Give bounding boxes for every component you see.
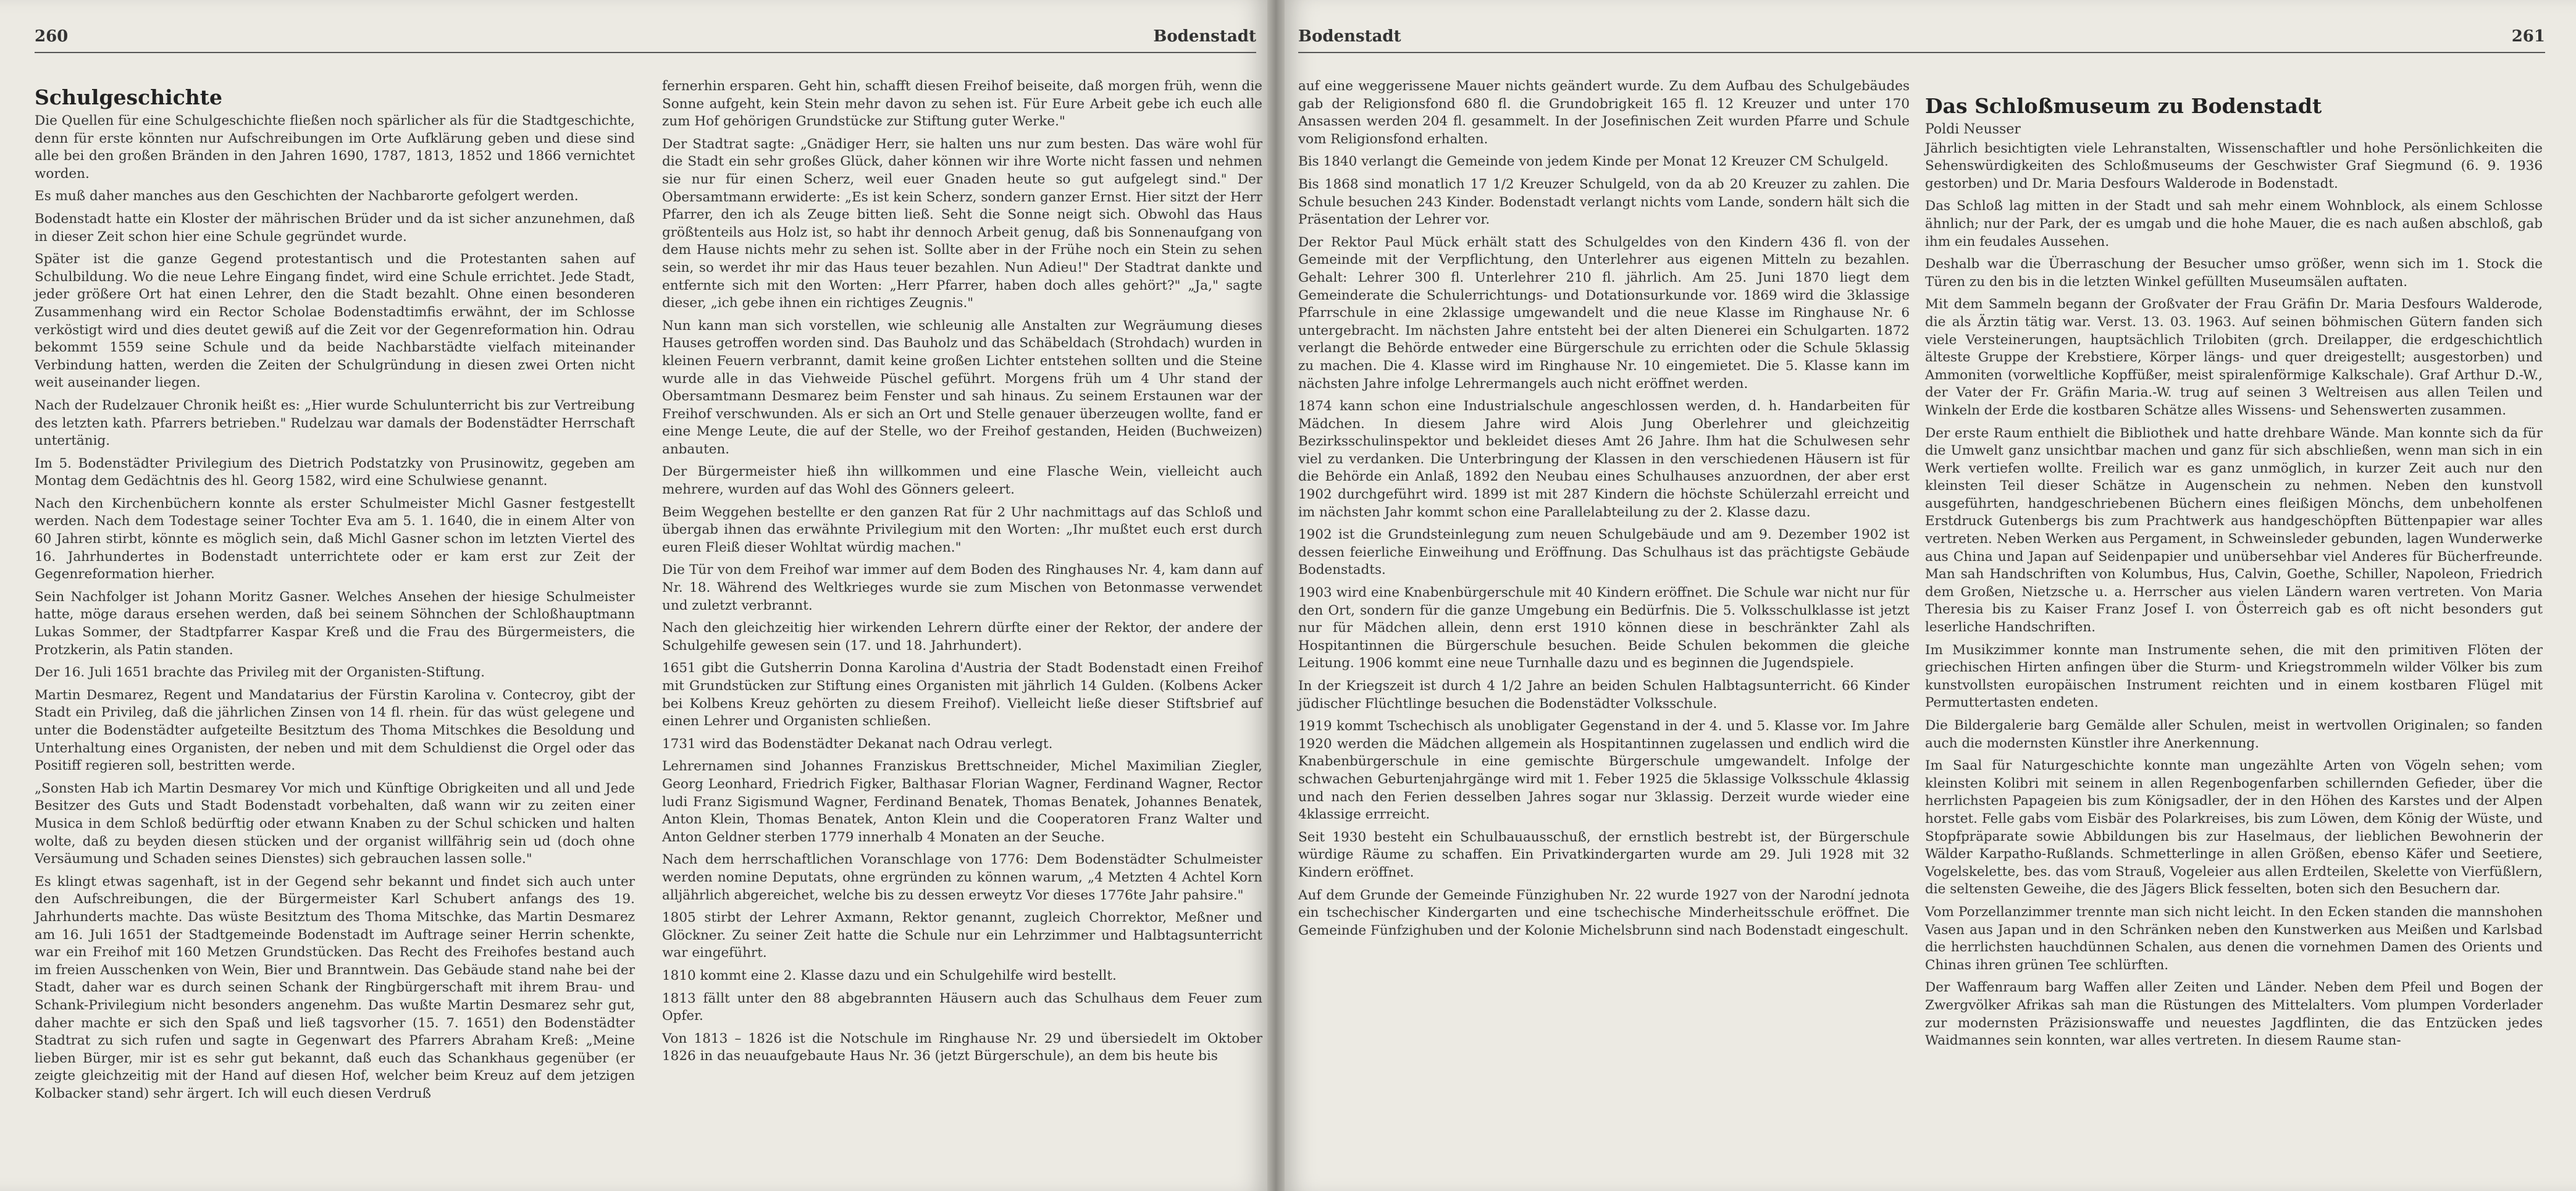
paragraph: Der Rektor Paul Mück erhält statt des Schulgeldes von den Kindern 436 fl. von der Gemeinde mit der Verpflichtung, den Unterlehrer aus eigenen Mitteln zu bezahlen. Gehalt: Lehrer 300 fl. Unterlehrer 210 fl. jährlich. Am 25. Juni 1870 liegt dem Gemeinderate die Schulerrichtungs- und Dotationsurkunde vor. 1869 wird die 3klassige Pfarrschule in eine 2klassige umgewandelt und die neue Klasse im Ringhause Nr. 6 untergebracht. Im nächsten Jahre entsteht bei der alten Dienerei ein Schulgarten. 1872 verlangt die Behörde entweder eine Bürgerschule zu errichten oder die Schule 5klassig zu machen. Die 4. Klasse wird im Ringhause Nr. 10 eingemietet. Die 5. Klasse kann im nächsten Jahre infolge Lehrermangels auch nicht eröffnet werden. — [1298, 234, 1910, 392]
section-heading: Schulgeschichte — [35, 85, 223, 109]
paragraph: Der 16. Juli 1651 brachte das Privileg mit der Organisten-Stiftung. — [35, 665, 485, 681]
paragraph: Es muß daher manches aus den Geschichten der Nachbarorte gefolgert werden. — [35, 188, 579, 204]
left-page-column-2 — [662, 78, 1262, 1071]
paragraph: auf eine weggerissene Mauer nichts geändert wurde. Zu dem Aufbau des Schulgebäudes gab der Religionsfond 680 fl. die Grundobrigkeit 165 fl. 12 Kreuzer und unter 170 Ansassen werden 204 fl. gesammelt. In der Josefinischen Zeit wurden Pfarre und Schule vom Religionsfond erhalten. — [1298, 78, 1910, 147]
right-page-column-1 — [1298, 78, 1910, 945]
paragraph: Die Bildergalerie barg Gemälde aller Schulen, meist in wertvollen Originalen; so fanden auch die modernsten Künstler ihre Anerkennung. — [1925, 718, 2543, 751]
header-rule — [35, 52, 1256, 53]
book-gutter — [1267, 0, 1285, 1191]
article-heading: Das Schloßmuseum zu Bodenstadt — [1925, 94, 2322, 118]
paragraph: Auf dem Grunde der Gemeinde Fünzighuben Nr. 22 wurde 1927 von der Narodní jednota ein tschechischer Kindergarten und eine tschechische Minderheitsschule eröffnet. Die Gemeinde Fünfzighuben und der Kolonie Michelsbrunn sind nach Bodenstadt eingeschult. — [1298, 887, 1910, 938]
paragraph: Die Quellen für eine Schulgeschichte fließen noch spärlicher als für die Stadtgeschichte, denn für erste könnten nur Aufschreibungen im Orte Aufklärung geben und diese sind alle bei den großen Bränden in den Jahren 1690, 1787, 1813, 1852 und 1866 vernichtet worden. — [35, 113, 635, 182]
right-page-column-2 — [1925, 86, 2543, 1055]
paragraph: Der Stadtrat sagte: „Gnädiger Herr, sie halten uns nur zum besten. Das wäre wohl für die Stadt ein sehr großes Glück, daher können wir ihre Worte nicht fassen und nehmen sie nur für einen Scherz, weil euer Gnaden heute so gut aufgelegt sind." Der Obersamtmann erwiderte: „Es ist kein Scherz, sondern ganzer Ernst. Hier sitzt der Herr Pfarrer, den ich als Zeuge bitten ließ. Seht die Sonne neigt sich. Obwohl das Haus größtenteils aus Holz ist, so habt ihr dennoch Arbeit genug, daß bis Sonnenaufgang von dem Hause nichts mehr zu sehen ist. Sollte aber in der Frühe noch ein Stein zu sehen sein, so werdet ihr mir das Haus teuer bezahlen. Nun Adieu!" Der Stadtrat dankte und entfernte sich mit den Worten: „Herr Pfarrer, haben doch alles gehört?" „Ja," sagte dieser, „ich gebe ihnen ein richtiges Zeugnis." — [662, 136, 1262, 311]
paragraph: „Sonsten Hab ich Martin Desmarey Vor mich und Künftige Obrigkeiten und all und Jede Besitzer des Guts und Stadt Bodenstadt vorbehalten, daß wann wir zu zeiten einer Musica in dem Schloß bedürftig oder etwann Knaben zu der Schul schicken und halten wolte, daß zu beyden diesen stücken und der organist willfährig sein ud (doch ohne Versäumung und Schaden seines Dienstes) sich gebrauchen lassen solle." — [35, 780, 635, 867]
paragraph: Bis 1840 verlangt die Gemeinde von jedem Kinde per Monat 12 Kreuzer CM Schulgeld. — [1298, 154, 1889, 170]
paragraph: Deshalb war die Überraschung der Besucher umso größer, wenn sich im 1. Stock die Türen zu den bis in die letzten Winkel gefüllten Museumsälen auftaten. — [1925, 256, 2543, 290]
paragraph: Es klingt etwas sagenhaft, ist in der Gegend sehr bekannt und findet sich auch unter den Aufschreibungen, die der Bürgermeister Karl Schubert anfangs des 19. Jahrhunderts machte. Das wüste Besitztum des Thoma Mitschke, das Martin Desmarez am 16. Juli 1651 der Stadtgemeinde Bodenstadt im Auftrage seiner Herrin schenkte, war ein Freihof mit 160 Metzen Grundstücken. Das Recht des Freihofes bestand auch im freien Ausschenken von Wein, Bier und Branntwein. Das Gebäude stand nahe bei der Stadt, daher war es durch seinen Schank der Ringbürgerschaft mit ihrem Brau- und Schank-Privilegium nicht besonders angenehm. Das wußte Martin Desmarez sehr gut, daher machte er sich den Spaß und ließ tagsvorher (15. 7. 1651) den Bodenstädter Stadtrat zu sich rufen und sagte in Gegenwart des Pfarrers Abraham Kreß: „Meine lieben Bürger, mir ist es sehr gut bekannt, daß euch das Schankhaus gegenüber (er zeigte gleichzeitig mit der Hand auf diesen Hof, welcher beim Kreuz auf dem jetzigen Kolbacker stand) sehr ärgert. Ich will euch diesen Verdruß — [35, 873, 635, 1101]
paragraph: 1651 gibt die Gutsherrin Donna Karolina d'Austria der Stadt Bodenstadt einen Freihof mit Grundstücken zur Stiftung eines Organisten mit jährlich 14 Gulden. (Kolbens Acker bei Kolbens Kreuz gehörten zu diesem Freihof). Vielleicht ließe dieser Stiftsbrief auf einen Lehrer und Organisten schließen. — [662, 660, 1262, 730]
paragraph: fernerhin ersparen. Geht hin, schafft diesen Freihof beiseite, daß morgen früh, wenn die Sonne aufgeht, kein Stein mehr davon zu sehen ist. Für Eure Arbeit gebe ich euch alle zum Hof gehörigen Grundstücke zur Stiftung guter Werke." — [662, 78, 1262, 130]
paragraph: Martin Desmarez, Regent und Mandatarius der Fürstin Karolina v. Contecroy, gibt der Stadt ein Privileg, daß die jährlichen Zinsen von 14 fl. rhein. für das wüst gelegene und unter die Bodenstädter aufgeteilte Besitztum des Thoma Mitschkes die Besoldung und Unterhaltung eines Organisten, der neben und mit dem Schuldienst die Orgel oder das Positiff regieren soll, bestritten werde. — [35, 687, 635, 774]
header-rule — [1298, 52, 2545, 53]
paragraph: Von 1813 – 1826 ist die Notschule im Ringhause Nr. 29 und übersiedelt im Oktober 1826 in das neuaufgebaute Haus Nr. 36 (jetzt Bürgerschule), an dem bis heute bis — [662, 1030, 1262, 1064]
paragraph: Nach den gleichzeitig hier wirkenden Lehrern dürfte einer der Rektor, der andere der Schulgehilfe gewesen sein (17. und 18. Jahrhundert). — [662, 620, 1262, 654]
paragraph: Der erste Raum enthielt die Bibliothek und hatte drehbare Wände. Man konnte sich da für die Umwelt ganz unsichtbar machen und ganz für sich abschließen, wenn man sich in ein Werk vertiefen wollte. Freilich war es ganz unmöglich, in kurzer Zeit auch nur den kleinsten Teil dieser Schätze in Augenschein zu nehmen. Neben den kunstvoll ausgeführten, handgeschriebenen Büchern eines fleißigen Mönchs, dem unbeholfenen Erstdruck Gutenbergs bis zum Prachtwerk aus handgeschöpften Büttenpapier war alles vertreten. Neben Werken aus Pergament, in Schweinsleder gebunden, lagen Wunderwerke aus China und Japan auf Seidenpapier und unübersehbar viel Anderes für Bücherfreunde. Man sah Handschriften von Kolumbus, Hus, Calvin, Goethe, Schiller, Napoleon, Friedrich dem Großen, Nietzsche u. a. Herrscher aus vielen Ländern waren vertreten. Von Maria Theresia bis zu Kaiser Franz Josef I. von Österreich gab es oft nicht besonders gut leserliche Handschriften. — [1925, 425, 2543, 636]
right-page — [1285, 0, 2576, 1191]
paragraph: Nach den Kirchenbüchern konnte als erster Schulmeister Michl Gasner festgestellt werden. Nach dem Todestage seiner Tochter Eva am 5. 1. 1640, die in einem Alter von 60 Jahren stirbt, könnte es möglich sein, daß Michl Gasner schon im letzten Viertel des 16. Jahrhundertes in Bodenstadt unterrichtete oder er kam erst zur Zeit der Gegenreformation hierher. — [35, 495, 635, 583]
left-page-column-1 — [35, 78, 635, 1108]
paragraph: Nun kann man sich vorstellen, wie schleunig alle Anstalten zur Wegräumung dieses Hauses getroffen worden sind. Das Bauholz und das Schäbeldach (Strohdach) wurden in kleinen Feuern verbrannt, damit keine großen Lichter entstehen sollten und die Steine wurde alle in das Viehweide Püschel geführt. Morgens früh um 4 Uhr stand der Obersamtmann Desmarez beim Fenster und sah hinaus. Zu seinem Erstaunen war der Freihof verschwunden. Als er sich an Ort und Stelle genauer überzeugen wollte, fand er eine Menge Leute, die auf der Stelle, wo der Freihof gestanden, Heiden (Buchweizen) anbauten. — [662, 318, 1262, 457]
paragraph: Sein Nachfolger ist Johann Moritz Gasner. Welches Ansehen der hiesige Schulmeister hatte, möge daraus ersehen werden, daß bei seinem Söhnchen der Schloßhauptmann Lukas Sommer, der Stadtpfarrer Kaspar Kreß und die Frau des Bürgermeisters, die Protzkerin, als Patin standen. — [35, 589, 635, 658]
running-head: Bodenstadt — [1153, 27, 1256, 46]
paragraph: 1902 ist die Grundsteinlegung zum neuen Schulgebäude und am 9. Dezember 1902 ist dessen feierliche Einweihung und Eröffnung. Das Schulhaus ist das prächtigste Gebäude Bodenstadts. — [1298, 527, 1910, 578]
paragraph: Bis 1868 sind monatlich 17 1/2 Kreuzer Schulgeld, von da ab 20 Kreuzer zu zahlen. Die Schule besuchen 243 Kinder. Bodenstadt verlangt nichts vom Lande, sondern hält sich die Präsentation der Lehrer vor. — [1298, 176, 1910, 228]
paragraph: Die Tür von dem Freihof war immer auf dem Boden des Ringhauses Nr. 4, kam dann auf Nr. 18. Während des Weltkrieges wurde sie zum Mischen von Betonmasse verwendet und zuletzt verbrannt. — [662, 562, 1262, 613]
paragraph: 1874 kann schon eine Industrialschule angeschlossen werden, d. h. Handarbeiten für Mädchen. In diesem Jahre wird Alois Jung Oberlehrer und gleichzeitig Bezirksschulinspektor und bekleidet dieses Amt 26 Jahre. Ihm hat die Schulwesen sehr viel zu verdanken. Die Unterbringung der Klassen in den verschiedenen Häusern ist für die Behörde ein Anlaß, 1892 den Neubau eines Schulhauses anzuordnen, der aber erst 1902 durchgeführt wird. 1899 ist mit 287 Kindern die höchste Schülerzahl erreicht und im nächsten Jahr kommt schon eine Parallelabteilung zu der 2. Klasse dazu. — [1298, 398, 1910, 520]
paragraph: Bodenstadt hatte ein Kloster der mährischen Brüder und da ist sicher anzunehmen, daß in dieser Zeit schon hier eine Schule gegründet wurde. — [35, 211, 635, 245]
paragraph: Der Bürgermeister hieß ihn willkommen und eine Flasche Wein, vielleicht auch mehrere, wurden auf das Wohl des Gönners geleert. — [662, 464, 1262, 498]
paragraph: Das Schloß lag mitten in der Stadt und sah mehr einem Wohnblock, als einem Schlosse ähnlich; nur der Park, der es umgab und die hohe Mauer, die es nach außen abschloß, gab ihm ein feudales Aussehen. — [1925, 198, 2543, 250]
left-page — [0, 0, 1267, 1191]
paragraph: 1903 wird eine Knabenbürgerschule mit 40 Kindern eröffnet. Die Schule war nicht nur für den Ort, sondern für die ganze Umgebung ein Bedürfnis. Die 5. Volksschulklasse ist jetzt nur für Mädchen allein, denn erst 1910 können diese in beschränkter Zahl als Hospitantinnen die Bürgerschule besuchen. Beide Schulen bekommen die gleiche Leitung. 1906 kommt eine neue Turnhalle dazu und es beginnen die Jugendspiele. — [1298, 585, 1910, 671]
paragraph: 1810 kommt eine 2. Klasse dazu und ein Schulgehilfe wird bestellt. — [662, 967, 1117, 983]
paragraph: 1731 wird das Bodenstädter Dekanat nach Odrau verlegt. — [662, 736, 1053, 752]
paragraph: Vom Porzellanzimmer trennte man sich nicht leicht. In den Ecken standen die mannshohen Vasen aus Japan und in den Schränken neben den Kunstwerken aus Meißen und Karlsbad die herrlichsten hauchdünnen Schalen, aus denen die vornehmen Damen des Orients und Chinas ihren grünen Tee schlürften. — [1925, 904, 2543, 973]
paragraph: Beim Weggehen bestellte er den ganzen Rat für 2 Uhr nachmittags auf das Schloß und übergab ihnen das erwähnte Privilegium mit den Worten: „Ihr mußtet euch erst durch euren Fleiß dieser Wohltat würdig machen." — [662, 504, 1262, 555]
paragraph: In der Kriegszeit ist durch 4 1/2 Jahre an beiden Schulen Halbtagsunterricht. 66 Kinder jüdischer Flüchtlinge besuchen die Bodenstädter Volksschule. — [1298, 678, 1910, 712]
paragraph: Später ist die ganze Gegend protestantisch und die Protestanten sahen auf Schulbildung. Wo die neue Lehre Eingang findet, wird eine Schule errichtet. Jede Stadt, jeder größere Ort hat einen Lehrer, den die Stadt bezahlt. Ohne einen besonderen Zusammenhang wird ein Rector Scholae Bodenstadtimfis erwähnt, der im Schlosse verköstigt wird und dies deutet gewiß auf die Zeit vor der Gegenreformation hin. Odrau bekommt 1559 seine Schule und da beide Nachbarstädte vielfach miteinander Verbindung hatten, werden die Zeiten der Schulgründung in diesen zwei Orten nicht weit auseinander liegen. — [35, 251, 635, 391]
running-head: Bodenstadt — [1298, 27, 1401, 46]
paragraph: Jährlich besichtigten viele Lehranstalten, Wissenschaftler und hohe Persönlichkeiten die Sehenswürdigkeiten des Schloßmuseums der Geschwister Graf Siegmund (6. 9. 1936 gestorben) und Dr. Maria Desfours Walderode in Bodenstadt. — [1925, 140, 2543, 191]
paragraph: 1805 stirbt der Lehrer Axmann, Rektor genannt, zugleich Chorrektor, Meßner und Glöckner. Zu seiner Zeit hatte die Schule nur ein Lehrzimmer und Halbtagsunterricht war eingeführt. — [662, 910, 1262, 961]
paragraph: 1813 fällt unter den 88 abgebrannten Häusern auch das Schulhaus dem Feuer zum Opfer. — [662, 990, 1262, 1024]
paragraph: Im Saal für Naturgeschichte konnte man ungezählte Arten von Vögeln sehen; vom kleinsten Kolibri mit seinem in allen Regenbogenfarben schillernden Gefieder, über die herrlichsten Papageien bis zum Königsadler, der in den Höhen des Karstes und der Alpen horstet. Felle gabs vom Eisbär des Polarkreises, bis zum Löwen, dem König der Wüste, und Stopfpräparate sowie Abbildungen bis zur Haselmaus, der lieblichen Bewohnerin der Wälder Karpatho-Rußlands. Schmetterlinge in allen Größen, ebenso Käfer und Seetiere, Vogelskelette, bes. das vom Strauß, Vogeleier aus allen Erdteilen, Skelette von Vierfüßlern, die seltensten Geweihe, die des Jägers Blick fesselten, boten sich den Besuchern dar. — [1925, 758, 2543, 898]
paragraph: 1919 kommt Tschechisch als unobligater Gegenstand in der 4. und 5. Klasse vor. Im Jahre 1920 werden die Mädchen allgemein als Hospitantinnen zugelassen und endlich wird die Knabenbürgerschule in eine gemischte Bürgerschule umgewandelt. Infolge der schwachen Geburtenjahrgänge wird mit 1. Feber 1925 die 5klassige Volksschule 4klassig und nach den Ferien desselben Jahres sogar nur 3klassig. Derzeit wurde wieder eine 4klassige errreicht. — [1298, 718, 1910, 823]
paragraph: Mit dem Sammeln begann der Großvater der Frau Gräfin Dr. Maria Desfours Walderode, die als Ärztin tätig war. Verst. 13. 03. 1963. Auf seinen böhmischen Gütern fanden sich viele Versteinerungen, hauptsächlich Trilobiten (grch. Dreilapper, die erdgeschichtlich älteste Gruppe der Krebstiere, Körper längs- und quer dreigestellt; ausgestorben) und Ammoniten (vorweltliche Kopffüßer, meist spiralenförmige Kalkschale). Graf Arthur D.-W., der Vater der Fr. Gräfin Maria.-W. trug auf seinen 3 Weltreisen aus allen Teilen und Winkeln der Erde die kostbaren Schätze alles Wissens- und Sehenswerten zusammen. — [1925, 297, 2543, 418]
paragraph: Im 5. Bodenstädter Privilegium des Dietrich Podstatzky von Prusinowitz, gegeben am Montag dem Gedächtnis des hl. Georg 1582, wird eine Schulwiese genannt. — [35, 455, 635, 489]
article-author: Poldi Neusser — [1925, 122, 2021, 137]
page-number: 260 — [35, 27, 69, 46]
paragraph: Nach dem herrschaftlichen Voranschlage von 1776: Dem Bodenstädter Schulmeister werden nomine Deputats, ohne ergründen zu können warum, „4 Metzten 4 Achtel Korn alljährlich abgereichet, welche bis zu dessen erweytz Vor dieses 1776te Jahr pahsire." — [662, 852, 1262, 903]
paragraph: Der Waffenraum barg Waffen aller Zeiten und Länder. Neben dem Pfeil und Bogen der Zwergvölker Afrikas sah man die Rüstungen des Mittelalters. Vom plumpen Vorderlader zur modernsten Präzisionswaffe und neuestes Jagdflinten, die das Entzücken jedes Waidmannes sein konnten, war alles vertreten. In diesem Raume stan- — [1925, 980, 2543, 1049]
paragraph: Lehrernamen sind Johannes Franziskus Brettschneider, Michel Maximilian Ziegler, Georg Leonhard, Friedrich Figker, Balthasar Florian Wagner, Ferdinand Wagner, Rector ludi Franz Sigismund Wagner, Ferdinand Benatek, Thomas Benatek, Johannes Benatek, Anton Klein, Thomas Benatek, Anton Klein und die Cooperatoren Franz Walter und Anton Geldner sterben 1779 innerhalb 4 Monaten an der Seuche. — [662, 759, 1262, 845]
paragraph: Nach der Rudelzauer Chronik heißt es: „Hier wurde Schulunterricht bis zur Vertreibung des letzten kath. Pfarrers betrieben." Rudelzau war damals der Bodenstädter Herrschaft untertänig. — [35, 397, 635, 449]
page-number: 261 — [2511, 27, 2545, 46]
paragraph: Seit 1930 besteht ein Schulbauausschuß, der ernstlich bestrebt ist, der Bürgerschule würdige Räume zu schaffen. Ein Privatkindergarten wurde am 29. Juli 1928 mit 32 Kindern eröffnet. — [1298, 829, 1910, 880]
paragraph: Im Musikzimmer konnte man Instrumente sehen, die mit den primitiven Flöten der griechischen Hirten anfingen über die Sturm- und Kriegstrommeln wilder Völker bis zum kunstvollsten europäischen Instrument reichten und in einem kostbaren Flügel mit Permuttertasten endeten. — [1925, 642, 2543, 711]
